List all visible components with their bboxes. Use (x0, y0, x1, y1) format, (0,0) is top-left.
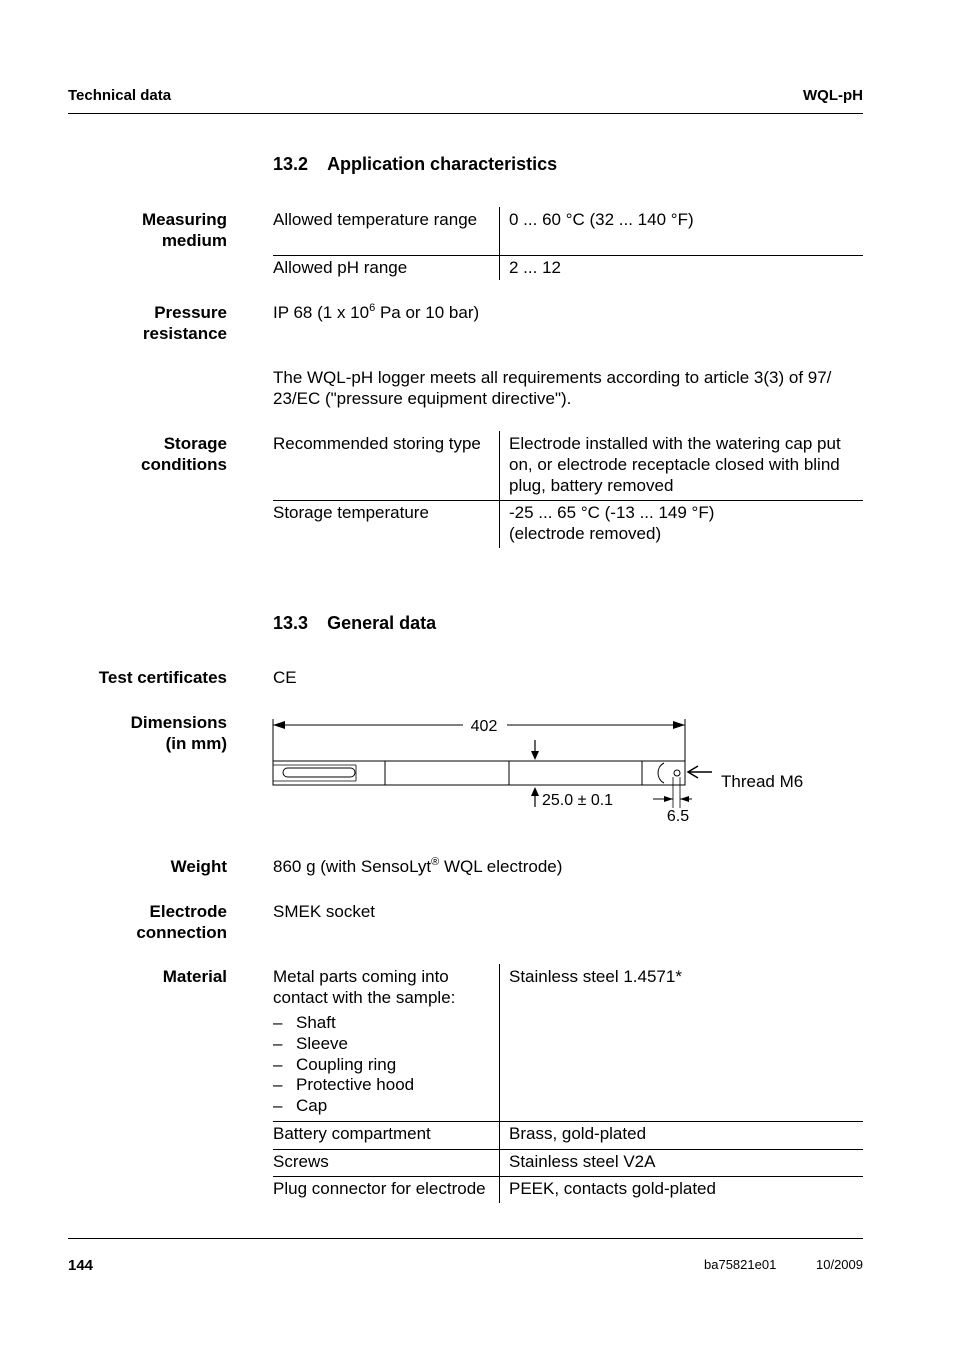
table-row-rule (273, 255, 863, 256)
footer-rule (68, 1238, 863, 1239)
arrow-up-icon (531, 787, 539, 796)
registered-mark: ® (431, 856, 440, 868)
value-line: plug, battery removed (509, 476, 674, 495)
list-item: – Protective hood (273, 1075, 495, 1096)
table-cell-key: Battery compartment (273, 1124, 431, 1143)
table-cell-key: Recommended storing type (273, 434, 481, 453)
note-line: The WQL-pH logger meets all requirements according to article 3(3) of 97/ (273, 368, 832, 387)
table-divider (499, 964, 500, 1203)
value-line: on, or electrode receptacle closed with blind (509, 455, 840, 474)
table-row-rule (273, 1121, 863, 1122)
arrow-left-icon (273, 721, 285, 729)
table-cell-key: Allowed temperature range (273, 210, 478, 229)
label-material: Material (162, 967, 227, 986)
thread-label: Thread M6 (721, 772, 804, 791)
label-pressure-resistance (143, 302, 227, 344)
table-cell-value: 2 ... 12 (509, 258, 561, 277)
dimensions-drawing (260, 705, 860, 835)
list-item: – Shaft (273, 1013, 495, 1034)
table-cell-key: Allowed pH range (273, 258, 408, 277)
weight-text: WQL electrode) (439, 857, 563, 876)
document-date: 10/2009 (816, 1257, 863, 1272)
weight-value (273, 856, 562, 877)
weight-text: 860 g (with SensoLyt (273, 857, 432, 876)
key-line: contact with the sample: (273, 988, 456, 1007)
table-divider (499, 207, 500, 255)
header-left: Technical data (68, 87, 172, 104)
label-storage-conditions (141, 433, 227, 475)
table-cell-value: PEEK, contacts gold-plated (509, 1179, 716, 1198)
label-line: Electrode (149, 902, 227, 921)
table-divider (499, 500, 500, 548)
table-cell-key: Screws (273, 1152, 329, 1171)
pressure-exponent: 6 (369, 302, 376, 314)
arrow-down-icon (531, 751, 539, 760)
label-line: medium (161, 231, 227, 250)
test-certificates-value: CE (273, 668, 297, 687)
table-cell-value (509, 433, 841, 496)
label-line: (in mm) (165, 734, 227, 753)
header-rule (68, 113, 863, 114)
table-cell-value: 0 ... 60 °C (32 ... 140 °F) (509, 210, 694, 229)
thread-hole (674, 770, 680, 776)
list-item: – Coupling ring (273, 1055, 495, 1076)
section-number: 13.3 (273, 613, 309, 633)
table-cell-value: Brass, gold-plated (509, 1124, 647, 1143)
pressure-text: IP 68 (1 x 10 (273, 303, 370, 322)
arrow-left-icon (680, 796, 689, 802)
key-line: Metal parts coming into (273, 967, 449, 986)
pressure-value (273, 302, 479, 323)
pressure-note (273, 367, 831, 409)
arrow-right-icon (673, 721, 685, 729)
section-heading-13-3 (273, 613, 436, 634)
label-line: conditions (141, 455, 227, 474)
label-electrode-connection (136, 901, 227, 943)
page-number: 144 (68, 1257, 94, 1274)
length-label: 402 (470, 718, 498, 735)
section-heading-13-2 (273, 154, 557, 175)
pressure-text: Pa or 10 bar) (375, 303, 480, 322)
label-measuring-medium (142, 209, 227, 251)
table-row-rule (273, 1176, 863, 1177)
table-divider (499, 255, 500, 280)
section-title: General data (327, 613, 437, 633)
section-number: 13.2 (273, 154, 309, 174)
handle-slot (283, 768, 355, 777)
tip-label: 6.5 (666, 808, 690, 825)
value-line: -25 ... 65 °C (-13 ... 149 °F) (509, 503, 715, 522)
label-weight: Weight (170, 857, 227, 876)
table-divider (499, 431, 500, 500)
table-cell-key (273, 966, 495, 1117)
metal-parts-list (273, 1013, 495, 1117)
table-cell-value: Stainless steel V2A (509, 1152, 656, 1171)
label-line: Dimensions (130, 713, 227, 732)
electrode-connection-value: SMEK socket (273, 902, 376, 921)
label-dimensions (131, 712, 227, 754)
section-title: Application characteristics (327, 154, 558, 174)
label-line: Storage (163, 434, 227, 453)
document-id: ba75821e01 (704, 1257, 777, 1272)
value-line: Electrode installed with the watering cap put (509, 434, 841, 453)
label-test-certificates: Test certificates (98, 668, 227, 687)
table-cell-value: Stainless steel 1.4571* (509, 967, 682, 986)
list-item: – Cap (273, 1096, 495, 1117)
list-item: – Sleeve (273, 1034, 495, 1055)
table-cell-key: Storage temperature (273, 503, 429, 522)
table-cell-value (509, 502, 714, 544)
label-line: resistance (142, 324, 227, 343)
arrow-right-icon (664, 796, 673, 802)
table-cell-key: Plug connector for electrode (273, 1179, 486, 1198)
header-right: WQL-pH (803, 87, 863, 104)
note-line: 23/EC ("pressure equipment directive"). (273, 389, 572, 408)
diameter-label: 25.0 ± 0.1 (542, 792, 614, 809)
table-row-rule (273, 1149, 863, 1150)
label-line: Pressure (154, 303, 227, 322)
label-line: Measuring (141, 210, 227, 229)
label-line: connection (136, 923, 227, 942)
value-line: (electrode removed) (509, 524, 662, 543)
table-row-rule (273, 500, 863, 501)
